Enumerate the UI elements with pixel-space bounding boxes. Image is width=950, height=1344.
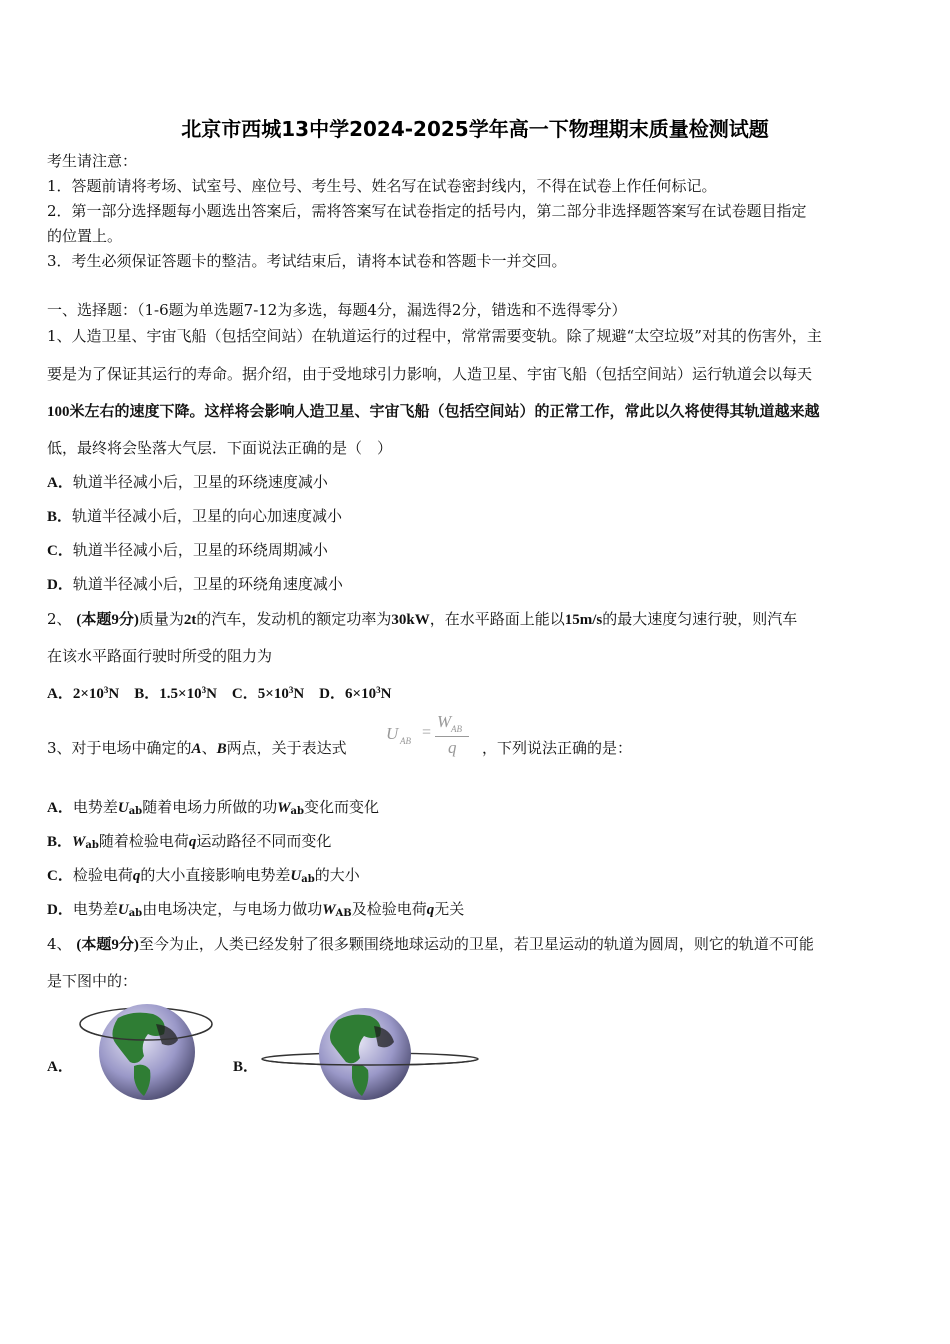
q2-text: 的汽车，发动机的额定功率为 xyxy=(196,610,392,628)
q1-stem-line: 要是为了保证其运行的寿命。据介绍，由于受地球引力影响，人造卫星、宇宙飞船（包括空间站）运行轨道会以每天 xyxy=(47,365,813,383)
formula-u: U xyxy=(386,724,399,743)
q2-text: 质量为 xyxy=(138,610,184,628)
q4-stem-line xyxy=(47,934,907,955)
q2-stem-line: 在该水平路面行驶时所受的阻力为 xyxy=(47,647,273,665)
var-sub: ab xyxy=(290,806,305,817)
option-exponent: 3 xyxy=(103,685,109,695)
q1-stem-line xyxy=(47,401,907,422)
q4-number: 4、 xyxy=(47,935,72,953)
q1-stem-line: 1、人造卫星、宇宙飞船（包括空间站）在轨道运行的过程中，常常需要变轨。除了规避“太空垃圾”对其的伤害外，主 xyxy=(47,327,822,345)
q2-power: 30kW xyxy=(391,612,430,628)
q2-option-d xyxy=(319,686,391,702)
q3-option-a xyxy=(47,797,907,822)
notice-item: 3．考生必须保证答题卡的整洁。考试结束后，请将本试卷和答题卡一并交回。 xyxy=(47,252,567,270)
q2-text: ，在水平路面上能以 xyxy=(429,610,565,628)
q1-option-d xyxy=(47,574,907,595)
var-sub: AB xyxy=(335,908,352,919)
var-q: q xyxy=(188,834,197,850)
q2-score: (本题9分) xyxy=(76,612,139,628)
option-letter: D． xyxy=(47,577,73,593)
formula-q: q xyxy=(448,738,457,757)
option-letter: C． xyxy=(47,543,73,559)
q3-option-b xyxy=(47,831,907,856)
option-text: 检验电荷 xyxy=(72,866,133,884)
option-unit: N xyxy=(206,686,217,702)
notice-item: 的位置上。 xyxy=(47,227,123,245)
q2-option-b xyxy=(134,686,217,702)
var-u: U xyxy=(117,800,129,816)
option-text: 运动路径不同而变化 xyxy=(196,832,332,850)
option-text: 轨道半径减小后，卫星的环绕周期减小 xyxy=(72,541,328,559)
option-text: 无关 xyxy=(434,900,465,918)
q3-stem-tail: ，下列说法正确的是： xyxy=(482,739,633,757)
option-letter: A． xyxy=(47,800,73,816)
var-q: q xyxy=(426,902,435,918)
option-text: 由电场决定，与电场力做功 xyxy=(142,900,323,918)
option-letter: D． xyxy=(47,902,73,918)
q3-point-b: B xyxy=(216,741,227,757)
option-text: 变化而变化 xyxy=(304,798,380,816)
formula-fraction-bar xyxy=(435,736,469,737)
option-base: 5×10 xyxy=(257,686,289,702)
q4-text: 至今为止，人类已经发射了很多颗围绕地球运动的卫星，若卫星运动的轨道为圆周，则它的轨道不可能 xyxy=(138,935,814,953)
q3-text: 3、对于电场中确定的 xyxy=(47,739,192,757)
notice-item: 2．第一部分选择题每小题选出答案后，需将答案写在试卷指定的括号内，第二部分非选择题答案写在试卷题目指定 xyxy=(47,202,807,220)
q1-option-b xyxy=(47,506,907,527)
notice-heading: 考生请注意： xyxy=(47,152,138,170)
q1-number: 100米左右的速度下降。这样将会影响人造卫星、宇宙飞船（包括空间站）的正常工作，常此以久将使得其轨道越来越 xyxy=(47,404,820,420)
q2-stem-line xyxy=(47,609,907,630)
q3-stem-line xyxy=(47,738,387,759)
q2-option-c xyxy=(232,686,304,702)
q1-option-c xyxy=(47,540,907,561)
q2-mass: 2t xyxy=(183,612,197,628)
option-text: 电势差 xyxy=(72,900,118,918)
option-base: 2×10 xyxy=(72,686,104,702)
option-letter: B． xyxy=(47,509,73,525)
var-sub: ab xyxy=(85,840,99,851)
page-title: 北京市西城13中学2024-2025学年高一下物理期末质量检测试题 xyxy=(181,117,769,141)
q1-option-a xyxy=(47,472,907,493)
option-base: 1.5×10 xyxy=(159,686,202,702)
option-unit: N xyxy=(380,686,392,702)
var-w: W xyxy=(322,902,336,918)
q3-text: 、 xyxy=(201,739,217,757)
option-text: 及检验电荷 xyxy=(351,900,427,918)
var-sub: ab xyxy=(128,806,143,817)
option-exponent: 3 xyxy=(376,685,381,695)
option-letter: D． xyxy=(319,686,346,702)
formula-w: W xyxy=(437,712,452,731)
q2-option-a xyxy=(47,686,119,702)
option-letter: B． xyxy=(134,686,160,702)
option-base: 6×10 xyxy=(345,686,377,702)
q4-stem-line: 是下图中的： xyxy=(47,972,138,990)
option-letter: B． xyxy=(47,834,73,850)
q3-formula xyxy=(384,712,474,764)
q4-score: (本题9分) xyxy=(76,937,139,953)
q3-option-d xyxy=(47,899,907,924)
option-exponent: 3 xyxy=(201,685,207,695)
option-text: 电势差 xyxy=(72,798,118,816)
option-text: 随着检验电荷 xyxy=(98,832,189,850)
option-text: 轨道半径减小后，卫星的向心加速度减小 xyxy=(72,507,343,525)
var-sub: ab xyxy=(301,874,315,885)
q4-option-b-label: B． xyxy=(233,1059,259,1075)
option-text: 轨道半径减小后，卫星的环绕速度减小 xyxy=(72,473,328,491)
formula-equals: = xyxy=(422,724,432,741)
q1-stem-line: 低，最终将会坠落大气层．下面说法正确的是（ ） xyxy=(47,439,393,457)
option-text: 的大小直接影响电势差 xyxy=(140,866,291,884)
option-exponent: 3 xyxy=(288,685,294,695)
q4-option-a-label: A． xyxy=(47,1059,73,1075)
var-w: W xyxy=(72,834,86,850)
option-unit: N xyxy=(293,686,305,702)
q2-number: 2、 xyxy=(47,610,72,628)
option-text: 的大小 xyxy=(314,866,360,884)
notice-item: 1．答题前请将考场、试室号、座位号、考生号、姓名写在试卷密封线内，不得在试卷上作任何标记。 xyxy=(47,177,717,195)
var-q: q xyxy=(132,868,141,884)
q3-text: 两点，关于表达式 xyxy=(226,739,347,757)
q2-options xyxy=(47,680,907,704)
q3-option-c xyxy=(47,865,907,890)
var-u: U xyxy=(117,902,129,918)
globe-orbit-figure-a xyxy=(78,1004,218,1104)
var-u: U xyxy=(290,868,302,884)
option-text: 轨道半径减小后，卫星的环绕角速度减小 xyxy=(72,575,343,593)
option-letter: C． xyxy=(231,686,258,702)
globe-orbit-figure-b xyxy=(260,1004,480,1104)
formula-u-sub: AB xyxy=(400,736,411,746)
formula-w-sub: AB xyxy=(451,724,462,734)
option-letter: A． xyxy=(47,475,73,491)
option-unit: N xyxy=(108,686,120,702)
option-letter: A． xyxy=(47,686,73,702)
option-text: 随着电场力所做的功 xyxy=(142,798,278,816)
q3-point-a: A xyxy=(191,741,202,757)
section-heading: 一、选择题：（1-6题为单选题7-12为多选，每题4分，漏选得2分，错选和不选得零分） xyxy=(47,301,627,319)
q2-text: 的最大速度匀速行驶，则汽车 xyxy=(602,610,798,628)
var-w: W xyxy=(277,800,291,816)
q2-speed: 15m/s xyxy=(564,612,603,628)
option-letter: C． xyxy=(47,868,73,884)
var-sub: ab xyxy=(128,908,143,919)
